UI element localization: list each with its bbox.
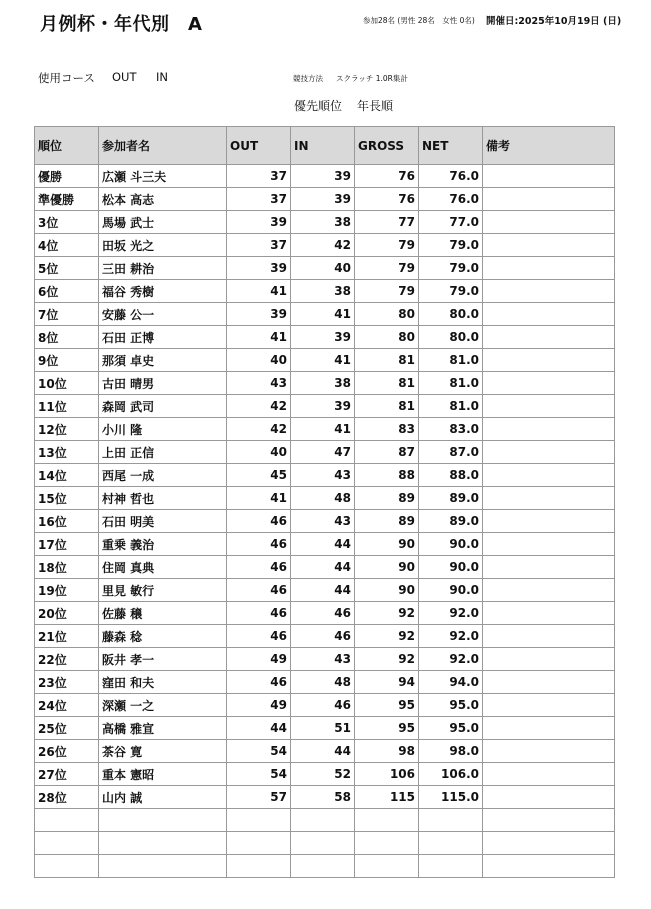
gross-cell: 90 [355,556,419,579]
table-row [35,280,615,303]
name-cell: 田坂 光之 [99,234,227,257]
out-cell: 37 [227,188,291,211]
note-cell [483,280,615,303]
net-cell: 98.0 [419,740,483,763]
name-cell [99,809,227,832]
net-cell: 76.0 [419,188,483,211]
table-row [35,395,615,418]
note-cell [483,487,615,510]
net-cell: 89.0 [419,510,483,533]
rank-cell: 25位 [35,717,99,740]
out-cell: 46 [227,625,291,648]
header-net: NET [419,127,483,165]
table-row [35,510,615,533]
in-cell [291,855,355,878]
in-cell: 48 [291,487,355,510]
gross-cell: 87 [355,441,419,464]
in-cell: 46 [291,602,355,625]
in-cell: 51 [291,717,355,740]
note-cell [483,556,615,579]
table-row [35,740,615,763]
note-cell [483,832,615,855]
name-cell: 古田 晴男 [99,372,227,395]
net-cell: 79.0 [419,280,483,303]
net-cell: 90.0 [419,556,483,579]
note-cell [483,648,615,671]
in-cell: 44 [291,579,355,602]
rank-cell: 5位 [35,257,99,280]
net-cell: 81.0 [419,372,483,395]
name-cell: 高橋 雅宣 [99,717,227,740]
results-body [35,165,615,878]
note-cell [483,694,615,717]
rank-cell [35,809,99,832]
in-cell: 48 [291,671,355,694]
gross-cell: 89 [355,510,419,533]
header-note: 備考 [483,127,615,165]
table-row [35,257,615,280]
in-cell: 43 [291,464,355,487]
table-row [35,556,615,579]
note-cell [483,855,615,878]
gross-cell: 81 [355,349,419,372]
name-cell: 安藤 公一 [99,303,227,326]
in-cell: 44 [291,556,355,579]
in-cell: 38 [291,211,355,234]
rank-cell: 18位 [35,556,99,579]
rank-cell: 14位 [35,464,99,487]
rank-cell: 27位 [35,763,99,786]
gross-cell: 79 [355,234,419,257]
out-cell: 45 [227,464,291,487]
out-cell: 49 [227,694,291,717]
course-label: 使用コース [38,71,95,85]
note-cell [483,372,615,395]
name-cell: 西尾 一成 [99,464,227,487]
rank-cell [35,855,99,878]
header-name: 参加者名 [99,127,227,165]
net-cell: 95.0 [419,694,483,717]
table-row [35,234,615,257]
net-cell: 83.0 [419,418,483,441]
table-row [35,487,615,510]
in-cell: 41 [291,349,355,372]
header-out: OUT [227,127,291,165]
net-cell [419,809,483,832]
note-cell [483,763,615,786]
header-in: IN [291,127,355,165]
gross-cell: 106 [355,763,419,786]
out-cell: 42 [227,395,291,418]
name-cell: 森岡 武司 [99,395,227,418]
out-cell: 54 [227,740,291,763]
out-cell: 41 [227,280,291,303]
gross-cell: 90 [355,579,419,602]
name-cell: 深瀬 一之 [99,694,227,717]
rank-cell: 15位 [35,487,99,510]
net-cell: 92.0 [419,602,483,625]
net-cell: 76.0 [419,165,483,188]
net-cell: 80.0 [419,326,483,349]
note-cell [483,303,615,326]
gross-cell: 80 [355,326,419,349]
gross-cell: 89 [355,487,419,510]
name-cell: 村神 哲也 [99,487,227,510]
in-cell: 39 [291,395,355,418]
name-cell: 松本 高志 [99,188,227,211]
name-cell: 山内 誠 [99,786,227,809]
table-row [35,533,615,556]
gross-cell: 77 [355,211,419,234]
course-in: IN [156,70,168,84]
out-cell [227,809,291,832]
net-cell: 88.0 [419,464,483,487]
table-row [35,579,615,602]
rank-cell: 10位 [35,372,99,395]
note-cell [483,464,615,487]
gross-cell: 79 [355,257,419,280]
in-cell: 46 [291,625,355,648]
rank-cell: 13位 [35,441,99,464]
gross-cell: 79 [355,280,419,303]
out-cell: 40 [227,349,291,372]
note-cell [483,717,615,740]
net-cell: 79.0 [419,234,483,257]
net-cell: 92.0 [419,625,483,648]
net-cell: 95.0 [419,717,483,740]
net-cell: 77.0 [419,211,483,234]
gross-cell [355,809,419,832]
method-label: 競技方法 [293,74,323,83]
table-row [35,625,615,648]
out-cell: 46 [227,533,291,556]
name-cell: 重乗 義治 [99,533,227,556]
net-cell [419,832,483,855]
gross-cell: 80 [355,303,419,326]
method-value: スクラッチ 1.0R集計 [336,74,408,83]
name-cell: 広瀬 斗三夫 [99,165,227,188]
out-cell: 46 [227,556,291,579]
name-cell: 三田 耕治 [99,257,227,280]
gross-cell: 92 [355,602,419,625]
name-cell: 福谷 秀樹 [99,280,227,303]
rank-cell: 17位 [35,533,99,556]
net-cell: 90.0 [419,579,483,602]
gross-cell: 92 [355,625,419,648]
rank-cell: 22位 [35,648,99,671]
table-row [35,602,615,625]
out-cell: 39 [227,303,291,326]
in-cell: 38 [291,280,355,303]
gross-cell: 95 [355,694,419,717]
gross-cell: 81 [355,395,419,418]
priority-label: 優先順位 [294,99,343,113]
gross-cell: 83 [355,418,419,441]
rank-cell: 21位 [35,625,99,648]
name-cell: 佐藤 穣 [99,602,227,625]
out-cell: 46 [227,510,291,533]
name-cell [99,832,227,855]
note-cell [483,418,615,441]
rank-cell: 7位 [35,303,99,326]
priority-value: 年長順 [357,99,394,113]
out-cell: 49 [227,648,291,671]
table-row [35,786,615,809]
out-cell: 39 [227,257,291,280]
in-cell: 47 [291,441,355,464]
rank-cell: 8位 [35,326,99,349]
in-cell: 52 [291,763,355,786]
in-cell: 39 [291,326,355,349]
name-cell: 石田 明美 [99,510,227,533]
table-row [35,418,615,441]
net-cell: 87.0 [419,441,483,464]
out-cell: 39 [227,211,291,234]
in-cell [291,832,355,855]
net-cell: 115.0 [419,786,483,809]
out-cell: 57 [227,786,291,809]
in-cell: 39 [291,165,355,188]
rank-cell: 19位 [35,579,99,602]
page-title: 月例杯・年代別 A [40,14,203,35]
rank-cell: 12位 [35,418,99,441]
gross-cell: 81 [355,372,419,395]
out-cell: 42 [227,418,291,441]
out-cell [227,855,291,878]
gross-cell: 90 [355,533,419,556]
table-row [35,809,615,832]
course-out: OUT [112,70,137,84]
gross-cell: 76 [355,188,419,211]
net-cell: 81.0 [419,349,483,372]
in-cell: 39 [291,188,355,211]
note-cell [483,740,615,763]
in-cell: 43 [291,648,355,671]
gross-cell: 92 [355,648,419,671]
out-cell: 40 [227,441,291,464]
gross-cell: 94 [355,671,419,694]
gross-cell [355,832,419,855]
name-cell: 阪井 孝一 [99,648,227,671]
table-row [35,832,615,855]
table-row [35,717,615,740]
rank-cell: 24位 [35,694,99,717]
note-cell [483,326,615,349]
note-cell [483,441,615,464]
in-cell: 41 [291,303,355,326]
net-cell: 89.0 [419,487,483,510]
gross-cell: 88 [355,464,419,487]
rank-cell: 3位 [35,211,99,234]
table-row [35,671,615,694]
out-cell: 54 [227,763,291,786]
gross-cell: 98 [355,740,419,763]
event-date: 開催日:2025年10月19日 (日) [486,16,622,27]
name-cell: 那須 卓史 [99,349,227,372]
in-cell [291,809,355,832]
name-cell: 窪田 和夫 [99,671,227,694]
rank-cell: 28位 [35,786,99,809]
out-cell: 46 [227,579,291,602]
table-header-row [35,127,615,165]
in-cell: 41 [291,418,355,441]
table-row [35,648,615,671]
name-cell: 重本 憲昭 [99,763,227,786]
out-cell: 46 [227,671,291,694]
note-cell [483,671,615,694]
header-gross: GROSS [355,127,419,165]
in-cell: 44 [291,533,355,556]
note-cell [483,602,615,625]
rank-cell: 準優勝 [35,188,99,211]
in-cell: 44 [291,740,355,763]
table-row [35,326,615,349]
table-row [35,855,615,878]
name-cell: 石田 正博 [99,326,227,349]
name-cell: 藤森 稔 [99,625,227,648]
net-cell: 106.0 [419,763,483,786]
participant-count: 参加28名 (男性 28名 女性 0名) [363,16,475,25]
rank-cell: 23位 [35,671,99,694]
table-row [35,188,615,211]
table-row [35,464,615,487]
gross-cell: 76 [355,165,419,188]
out-cell [227,832,291,855]
note-cell [483,510,615,533]
gross-cell: 115 [355,786,419,809]
header-rank: 順位 [35,127,99,165]
table-row [35,303,615,326]
rank-cell: 20位 [35,602,99,625]
note-cell [483,257,615,280]
note-cell [483,579,615,602]
table-row [35,165,615,188]
note-cell [483,395,615,418]
net-cell: 90.0 [419,533,483,556]
net-cell: 80.0 [419,303,483,326]
note-cell [483,165,615,188]
note-cell [483,625,615,648]
out-cell: 37 [227,234,291,257]
note-cell [483,211,615,234]
gross-cell [355,855,419,878]
net-cell: 81.0 [419,395,483,418]
rank-cell: 9位 [35,349,99,372]
note-cell [483,533,615,556]
in-cell: 43 [291,510,355,533]
out-cell: 44 [227,717,291,740]
out-cell: 43 [227,372,291,395]
results-table [34,126,615,878]
note-cell [483,809,615,832]
out-cell: 41 [227,326,291,349]
out-cell: 41 [227,487,291,510]
rank-cell: 4位 [35,234,99,257]
name-cell: 馬場 武士 [99,211,227,234]
name-cell: 住岡 真典 [99,556,227,579]
note-cell [483,786,615,809]
rank-cell: 6位 [35,280,99,303]
in-cell: 46 [291,694,355,717]
out-cell: 46 [227,602,291,625]
rank-cell: 優勝 [35,165,99,188]
note-cell [483,349,615,372]
table-row [35,763,615,786]
rank-cell [35,832,99,855]
in-cell: 40 [291,257,355,280]
note-cell [483,234,615,257]
net-cell: 92.0 [419,648,483,671]
note-cell [483,188,615,211]
net-cell: 94.0 [419,671,483,694]
rank-cell: 26位 [35,740,99,763]
in-cell: 58 [291,786,355,809]
table-row [35,372,615,395]
rank-cell: 16位 [35,510,99,533]
table-row [35,349,615,372]
table-row [35,441,615,464]
table-row [35,694,615,717]
name-cell: 小川 隆 [99,418,227,441]
gross-cell: 95 [355,717,419,740]
out-cell: 37 [227,165,291,188]
net-cell [419,855,483,878]
name-cell: 上田 正信 [99,441,227,464]
name-cell: 里見 敏行 [99,579,227,602]
name-cell [99,855,227,878]
table-row [35,211,615,234]
in-cell: 42 [291,234,355,257]
rank-cell: 11位 [35,395,99,418]
in-cell: 38 [291,372,355,395]
net-cell: 79.0 [419,257,483,280]
name-cell: 茶谷 寛 [99,740,227,763]
